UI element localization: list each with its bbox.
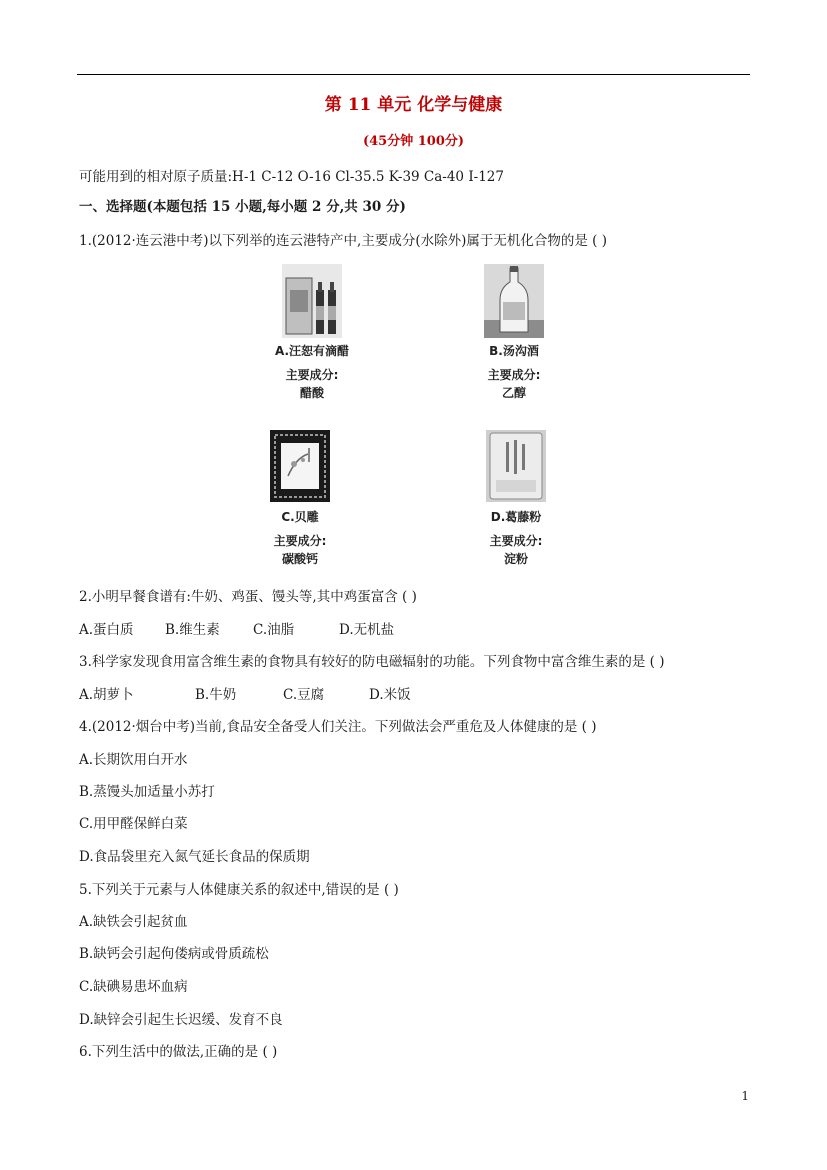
figure-d-label: D.葛藤粉 — [490, 510, 542, 524]
figure-c-ingredient: 碳酸钙 — [281, 552, 318, 566]
figure-a — [262, 264, 362, 402]
q2-option-d: D.无机盐 — [339, 622, 395, 638]
q3-option-b: B.牛奶 — [195, 687, 237, 703]
figure-c-label: C.贝雕 — [281, 510, 319, 524]
figure-c-ingredient-label: 主要成分: — [273, 534, 327, 548]
figure-b-ingredient-label: 主要成分: — [487, 368, 541, 382]
page-number: 1 — [741, 1089, 749, 1103]
figure-b-ingredient: 乙醇 — [501, 386, 526, 400]
question-1-stem: 1.(2012·连云港中考)以下列举的连云港特产中,主要成分(水除外)属于无机化合物的是 ( ) — [79, 233, 608, 249]
liquor-bottle-image — [484, 264, 544, 338]
header-rule — [77, 74, 750, 75]
page-subtitle: (45分钟 100分) — [362, 134, 465, 149]
q2-option-c: C.油脂 — [253, 622, 295, 638]
figure-a-ingredient: 醋酸 — [299, 386, 324, 400]
shell-carving-image — [270, 430, 330, 502]
figure-b-label: B.汤沟酒 — [489, 344, 539, 358]
question-2-options — [79, 618, 394, 638]
figure-d — [466, 430, 566, 568]
figure-d-ingredient: 淀粉 — [503, 552, 528, 566]
question-5-stem: 5.下列关于元素与人体健康关系的叙述中,错误的是 ( ) — [79, 882, 399, 898]
q4-option-c: C.用甲醛保鲜白菜 — [79, 816, 188, 832]
question-2-stem: 2.小明早餐食谱有:牛奶、鸡蛋、馒头等,其中鸡蛋富含 ( ) — [79, 589, 417, 605]
q2-option-a: A.蛋白质 — [79, 622, 134, 638]
q2-option-b: B.维生素 — [165, 622, 220, 638]
q3-option-c: C.豆腐 — [283, 687, 325, 703]
q3-option-d: D.米饭 — [369, 687, 411, 703]
q3-option-a: A.胡萝卜 — [79, 687, 134, 703]
question-6-stem: 6.下列生活中的做法,正确的是 ( ) — [79, 1044, 278, 1060]
section-heading: 一、选择题(本题包括 15 小题,每小题 2 分,共 30 分) — [79, 199, 406, 215]
q5-option-c: C.缺碘易患坏血病 — [79, 979, 188, 995]
figure-c — [250, 430, 350, 568]
q4-option-d: D.食品袋里充入氮气延长食品的保质期 — [79, 849, 310, 865]
question-3-stem: 3.科学家发现食用富含维生素的食物具有较好的防电磁辐射的功能。下列食物中富含维生素的是 ( ) — [79, 654, 665, 670]
q5-option-a: A.缺铁会引起贫血 — [79, 914, 188, 930]
figure-b — [464, 264, 564, 402]
page-title: 第 11 单元 化学与健康 — [324, 95, 503, 115]
kudzu-powder-bag-image — [486, 430, 546, 502]
q5-option-d: D.缺锌会引起生长迟缓、发育不良 — [79, 1012, 283, 1028]
q4-option-a: A.长期饮用白开水 — [79, 752, 188, 768]
question-4-stem: 4.(2012·烟台中考)当前,食品安全备受人们关注。下列做法会严重危及人体健康的是 ( ) — [79, 719, 597, 735]
q4-option-b: B.蒸馒头加适量小苏打 — [79, 784, 215, 800]
question-3-options — [79, 683, 411, 703]
atomic-masses: 可能用到的相对原子质量:H-1 C-12 O-16 Cl-35.5 K-39 Ca-40 I-127 — [79, 169, 504, 185]
q5-option-b: B.缺钙会引起佝偻病或骨质疏松 — [79, 946, 269, 962]
figure-d-ingredient-label: 主要成分: — [489, 534, 543, 548]
vinegar-bottles-image — [282, 264, 342, 338]
figure-a-ingredient-label: 主要成分: — [285, 368, 339, 382]
figure-a-label: A.汪恕有滴醋 — [274, 344, 350, 358]
